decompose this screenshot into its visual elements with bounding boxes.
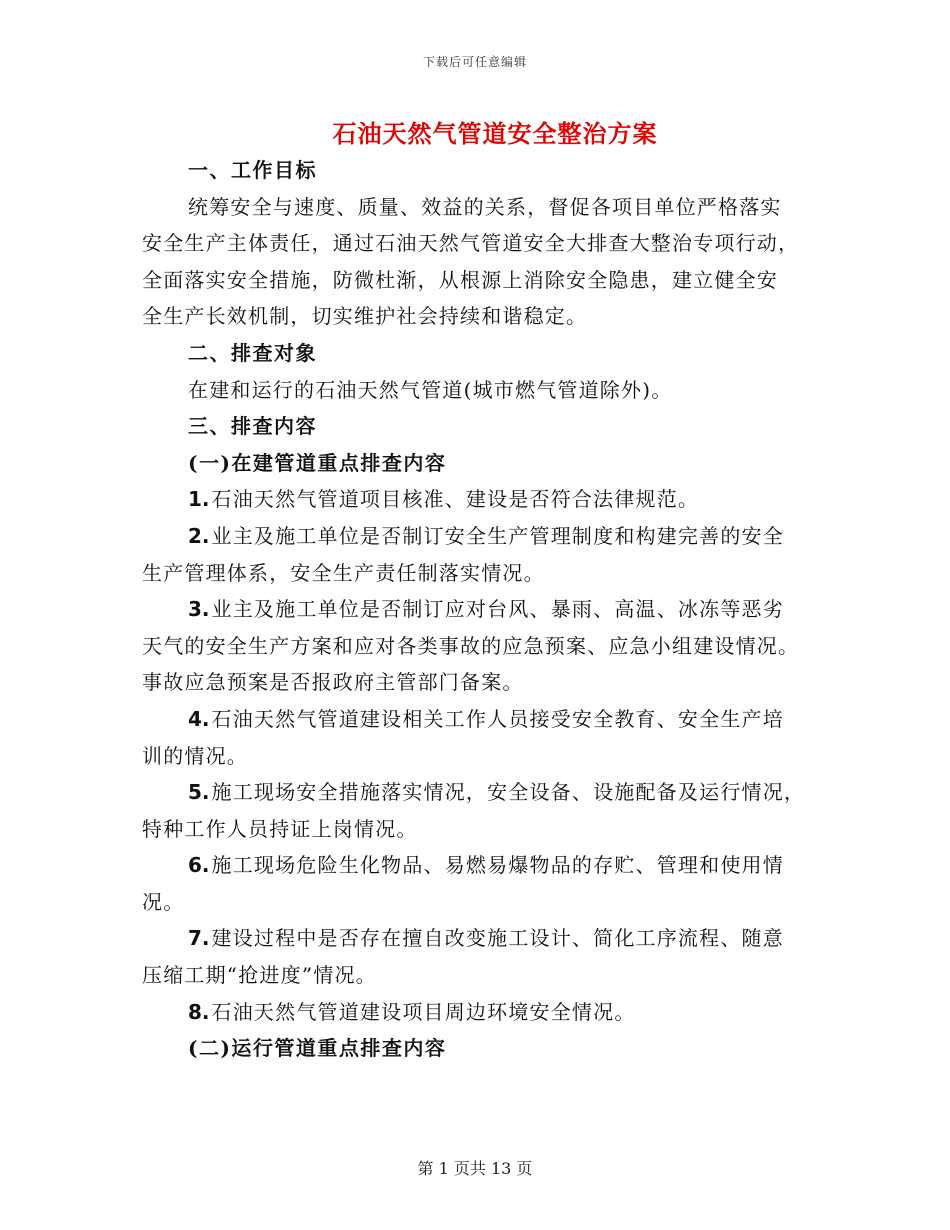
list-item-6: [142, 847, 802, 884]
list-item-2: [142, 518, 802, 555]
header-note: 下载后可任意编辑: [422, 55, 527, 69]
item-continuation: 况。: [142, 889, 185, 914]
list-item-5: [142, 774, 806, 811]
paragraph-line: 全面落实安全措施，防微杜渐，从根源上消除安全隐患，建立健全安: [142, 267, 778, 292]
section-heading-2: 二、排查对象: [188, 340, 317, 365]
subsection-heading-1: (一)在建管道重点排查内容: [188, 450, 447, 475]
item-continuation: 压缩工期“抢进度”情况。: [142, 963, 377, 988]
item-continuation: 训的情况。: [142, 743, 248, 768]
paragraph-line: 统筹安全与速度、质量、效益的关系，督促各项目单位严格落实: [188, 194, 782, 219]
item-text: 业主及施工单位是否制订安全生产管理制度和构建完善的安全: [211, 523, 784, 548]
item-text: 石油天然气管道建设相关工作人员接受安全教育、安全生产培: [211, 706, 784, 731]
list-item-4: [142, 701, 802, 738]
item-number: 6.: [188, 853, 210, 878]
item-continuation: 天气的安全生产方案和应对各类事故的应急预案、应急小组建设情况。: [142, 633, 800, 658]
item-number: 3.: [188, 597, 210, 622]
page-footer: 第 1 页共 13 页: [417, 1159, 533, 1178]
list-item-8: [142, 994, 802, 1031]
document-title: 石油天然气管道安全整治方案: [332, 119, 658, 148]
item-number: 1.: [188, 487, 210, 512]
paragraph-line: 在建和运行的石油天然气管道(城市燃气管道除外)。: [188, 377, 673, 402]
item-text: 施工现场危险生化物品、易燃易爆物品的存贮、管理和使用情: [211, 853, 784, 878]
list-item-1: [142, 481, 802, 518]
list-item-7: [142, 920, 802, 957]
item-continuation: 事故应急预案是否报政府主管部门备案。: [142, 670, 524, 695]
item-continuation: 生产管理体系，安全生产责任制落实情况。: [142, 560, 545, 585]
paragraph-line: 安全生产主体责任，通过石油天然气管道安全大排查大整治专项行动，: [142, 231, 800, 256]
subsection-heading-2: (二)运行管道重点排查内容: [188, 1036, 447, 1061]
item-continuation: 特种工作人员持证上岗情况。: [142, 816, 418, 841]
section-heading-3: 三、排查内容: [188, 414, 317, 439]
item-text: 施工现场安全措施落实情况，安全设备、设施配备及运行情况，: [211, 780, 806, 805]
item-number: 5.: [188, 780, 210, 805]
list-item-3: [142, 591, 802, 628]
item-number: 7.: [188, 926, 210, 951]
item-number: 4.: [188, 706, 210, 731]
document-body: [142, 152, 806, 1067]
item-number: 8.: [188, 999, 210, 1024]
item-number: 2.: [188, 523, 210, 548]
item-text: 石油天然气管道项目核准、建设是否符合法律规范。: [211, 487, 700, 512]
paragraph-line: 全生产长效机制，切实维护社会持续和谐稳定。: [142, 304, 588, 329]
section-heading-1: 一、工作目标: [188, 158, 317, 182]
item-text: 建设过程中是否存在擅自改变施工设计、简化工序流程、随意: [211, 926, 784, 951]
item-text: 石油天然气管道建设项目周边环境安全情况。: [211, 999, 636, 1024]
item-text: 业主及施工单位是否制订应对台风、暴雨、高温、冰冻等恶劣: [211, 597, 784, 622]
